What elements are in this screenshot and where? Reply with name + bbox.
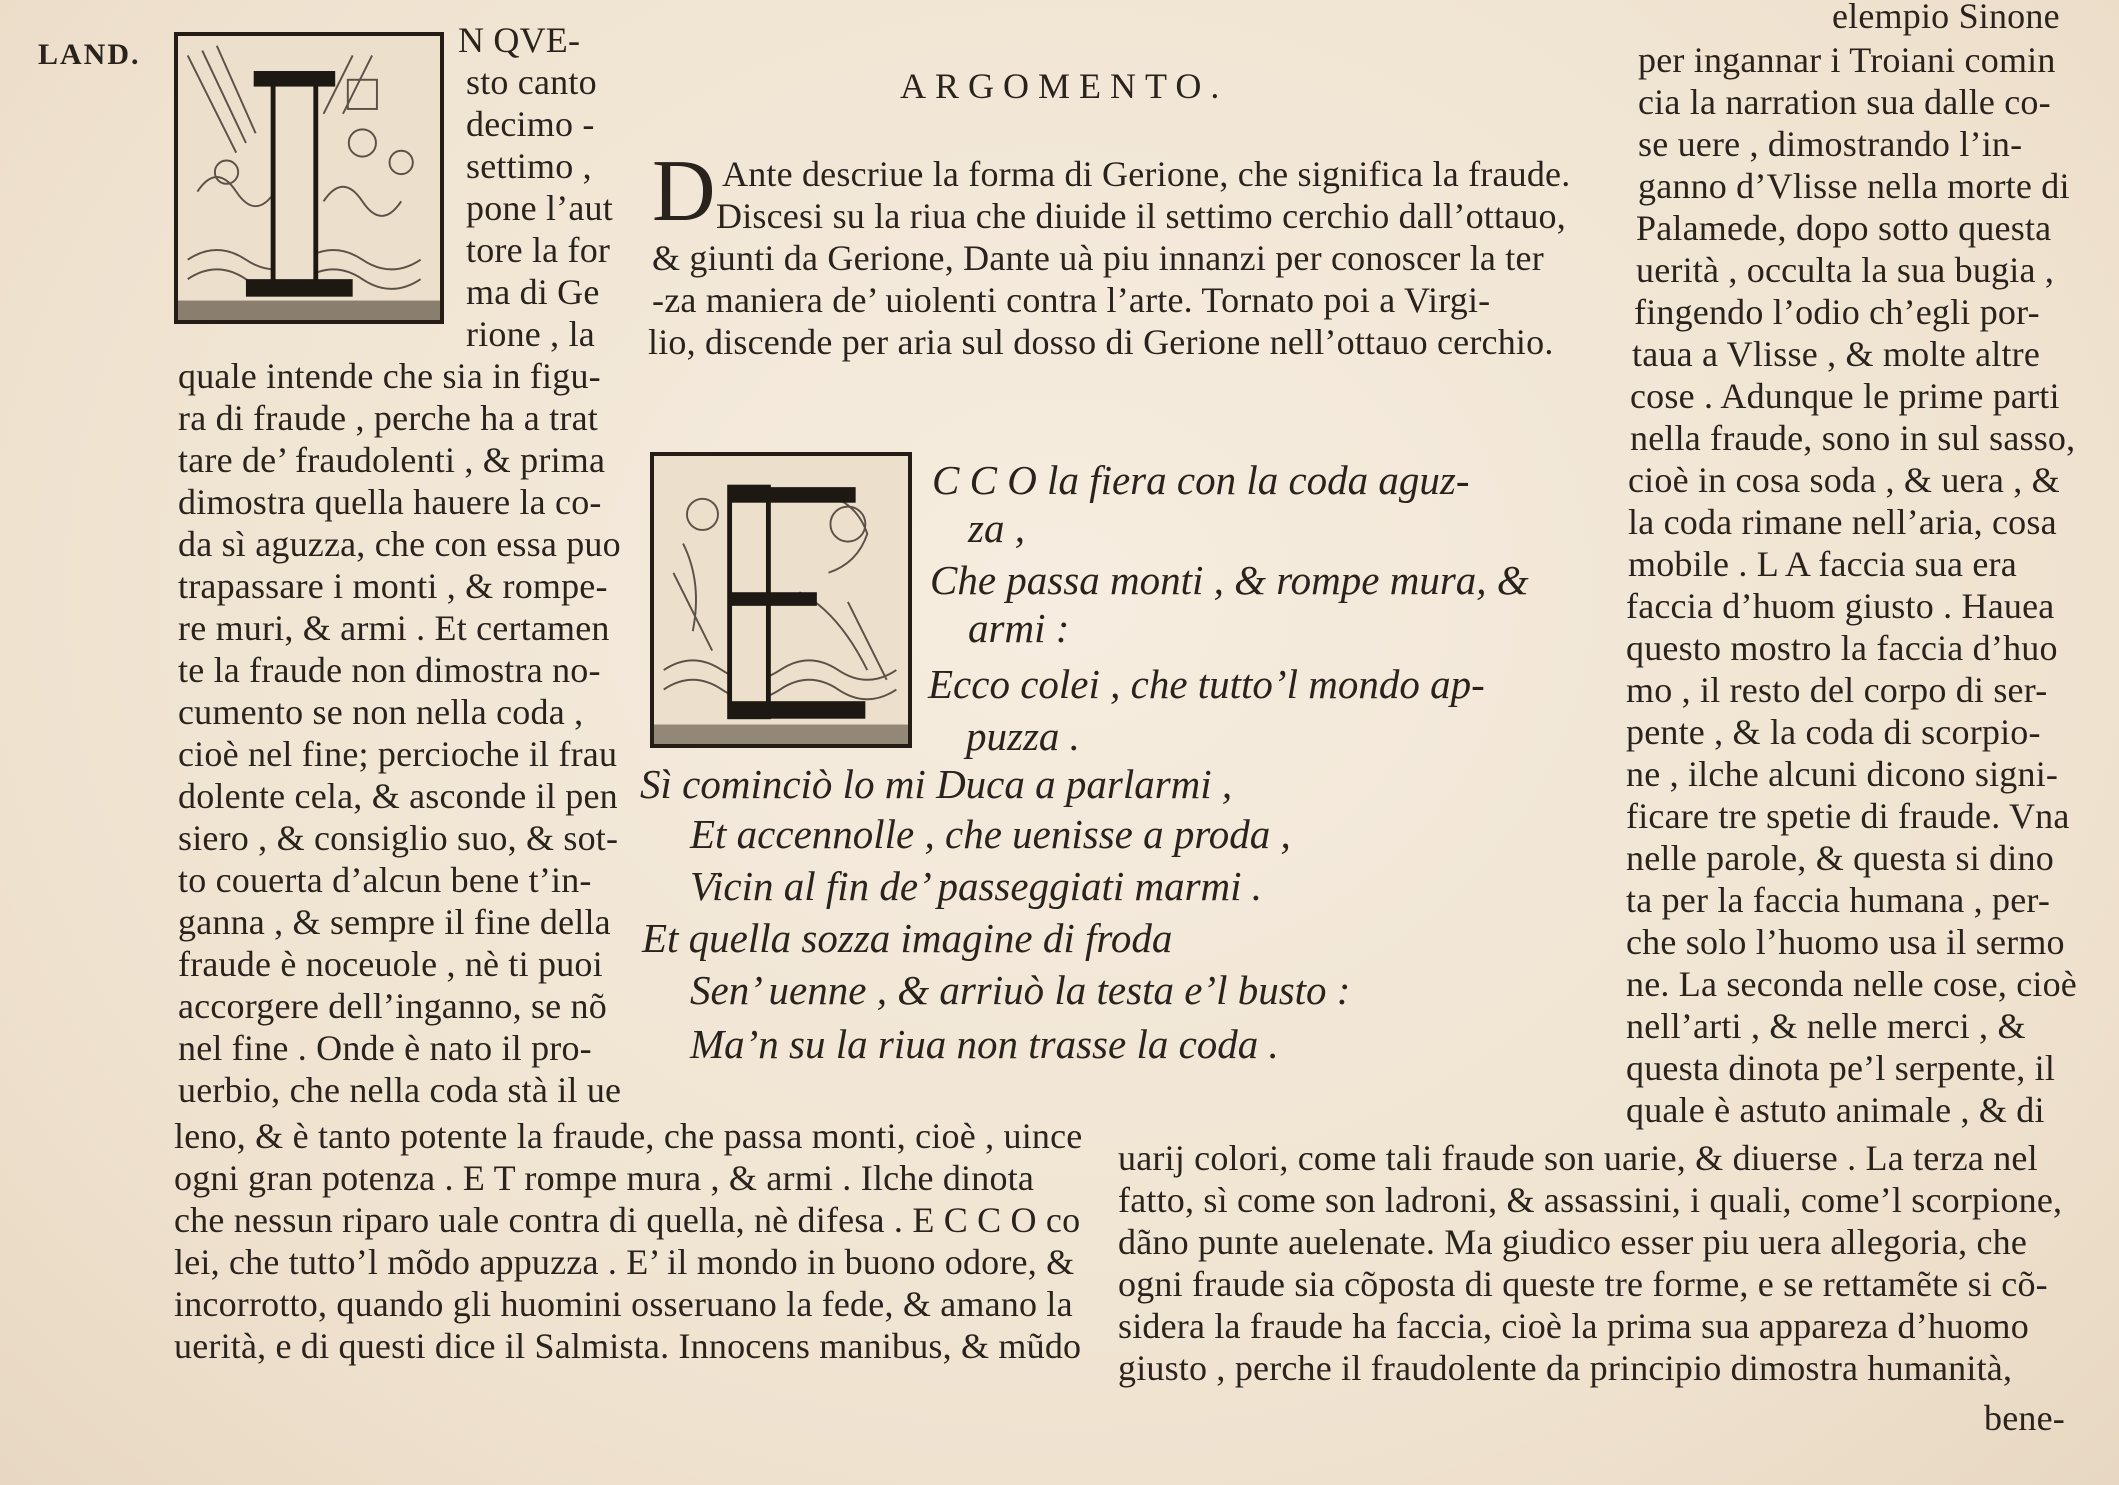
text-line: incorrotto, quando gli huomini osseruano la fede, & amano la [174, 1284, 1073, 1324]
verse-line: C C O la fiera con la coda aguz- [932, 457, 1470, 503]
text-line: rione , la [466, 314, 595, 354]
woodcut-initial-e-image [654, 456, 908, 744]
text-line: che solo l’huomo usa il sermo [1626, 922, 2065, 962]
text-line: ma di Ge [466, 272, 600, 312]
text-line: quale è astuto animale , & di [1626, 1090, 2045, 1130]
text-line: sto canto [466, 62, 597, 102]
text-line: N QVE- [458, 20, 581, 60]
verse-line: Et accennolle , che uenisse a proda , [690, 811, 1291, 857]
woodcut-initial-i-image [178, 36, 440, 320]
text-line: per ingannar i Troiani comin [1638, 40, 2056, 80]
text-line: lio, discende per aria sul dosso di Gerione nell’ottauo cerchio. [648, 322, 1554, 362]
text-line: ra di fraude , perche ha a trat [178, 398, 598, 438]
text-line: nella fraude, sono in sul sasso, [1630, 418, 2076, 458]
text-line: tare de’ fraudolenti , & prima [178, 440, 606, 480]
text-line: la coda rimane nell’aria, cosa [1628, 502, 2057, 542]
text-line: settimo , [466, 146, 592, 186]
verse-line: armi : [968, 605, 1070, 651]
text-line: leno, & è tanto potente la fraude, che passa monti, cioè , uince [174, 1116, 1083, 1156]
argomento-title: ARGOMENTO. [900, 66, 1229, 106]
text-line: trapassare i monti , & rompe- [178, 566, 608, 606]
text-line: da sì aguzza, che con essa puo [178, 524, 621, 564]
text-line: uerbio, che nella coda stà il ue [178, 1070, 622, 1110]
text-line: ne , ilche alcuni dicono signi- [1626, 754, 2059, 794]
verse-line: Ma’n su la riua non trasse la coda . [690, 1021, 1279, 1067]
verse-line: Sì cominciò lo mi Duca a parlarmi , [640, 761, 1233, 807]
text-line: mobile . L A faccia sua era [1628, 544, 2017, 584]
text-line: dimostra quella hauere la co- [178, 482, 602, 522]
text-line: Ante descriue la forma di Gerione, che significa la fraude. [722, 154, 1571, 194]
verse-line: Sen’ uenne , & arriuò la testa e’l busto : [690, 967, 1351, 1013]
text-line: mo , il resto del corpo di ser- [1626, 670, 2048, 710]
text-line: nell’arti , & nelle merci , & [1626, 1006, 2026, 1046]
text-line: Discesi su la riua che diuide il settimo cerchio dall’ottauo, [716, 196, 1566, 236]
text-line: pone l’aut [466, 188, 613, 228]
woodcut-initial-i [174, 32, 444, 324]
text-line: decimo - [466, 104, 595, 144]
text-line: siero , & consiglio suo, & sot- [178, 818, 619, 858]
verse-line: Che passa monti , & rompe mura, & [930, 557, 1529, 603]
text-line: ne. La seconda nelle cose, cioè [1626, 964, 2077, 1004]
text-line: che nessun riparo uale contra di quella, nè difesa . E C C O co [174, 1200, 1081, 1240]
text-line: to couerta d’alcun bene t’in- [178, 860, 592, 900]
text-line: accorgere dell’inganno, se nõ [178, 986, 607, 1026]
text-line: nel fine . Onde è nato il pro- [178, 1028, 592, 1068]
text-line: elempio Sinone [1832, 0, 2060, 36]
text-line: taua a Vlisse , & molte altre [1632, 334, 2041, 374]
verse-line: Ecco colei , che tutto’l mondo ap- [928, 661, 1485, 707]
text-line: ogni fraude sia cõposta di queste tre forme, e se rettamẽte si cõ- [1118, 1264, 2048, 1304]
woodcut-initial-e [650, 452, 912, 748]
text-line: giusto , perche il fraudolente da principio dimostra humanità, [1118, 1348, 2013, 1388]
text-line: ogni gran potenza . E T rompe mura , & armi . Ilche dinota [174, 1158, 1035, 1198]
text-line: cia la narration sua dalle co- [1638, 82, 2051, 122]
text-line: uerità, e di questi dice il Salmista. Innocens manibus, & mũdo [174, 1326, 1082, 1366]
verse-line: za , [968, 505, 1025, 551]
text-line: te la fraude non dimostra no- [178, 650, 601, 690]
margin-label: LAND. [38, 38, 141, 71]
text-line: ganno d’Vlisse nella morte di [1638, 166, 2070, 206]
verse-line: puzza . [966, 713, 1080, 759]
text-line: dãno punte auelenate. Ma giudico esser piu uera allegoria, che [1118, 1222, 2028, 1262]
verse-line: Vicin al fin de’ passeggiati marmi . [690, 863, 1263, 909]
text-line: uerità , occulta la sua bugia , [1636, 250, 2055, 290]
text-line: uarij colori, come tali fraude son uarie, & diuerse . La terza nel [1118, 1138, 2038, 1178]
text-line: tore la for [466, 230, 611, 270]
text-line: bene- [1984, 1398, 2065, 1438]
text-line: cose . Adunque le prime parti [1630, 376, 2060, 416]
text-line: cioè in cosa soda , & uera , & [1628, 460, 2060, 500]
text-line: fatto, sì come son ladroni, & assassini, i quali, come’l scorpione, [1118, 1180, 2063, 1220]
text-line: pente , & la coda di scorpio- [1626, 712, 2041, 752]
text-line: ficare tre spetie di fraude. Vna [1626, 796, 2070, 836]
text-line: se uere , dimostrando l’in- [1638, 124, 2023, 164]
text-line: -za maniera de’ uiolenti contra l’arte. Tornato poi a Virgi- [652, 280, 1491, 320]
text-line: fingendo l’odio ch’egli por- [1634, 292, 2040, 332]
verse-line: Et quella sozza imagine di froda [642, 915, 1173, 961]
text-line: & giunti da Gerione, Dante uà piu innanzi per conoscer la ter [652, 238, 1544, 278]
text-line: Palamede, dopo sotto questa [1636, 208, 2052, 248]
text-line: sidera la fraude ha faccia, cioè la prima sua appareza d’huomo [1118, 1306, 2029, 1346]
text-line: questa dinota pe’l serpente, il [1626, 1048, 2056, 1088]
text-line: re muri, & armi . Et certamen [178, 608, 610, 648]
text-line: cumento se non nella coda , [178, 692, 584, 732]
text-line: dolente cela, & asconde il pen [178, 776, 618, 816]
text-line: ganna , & sempre il fine della [178, 902, 611, 942]
text-line: nelle parole, & questa si dino [1626, 838, 2054, 878]
text-line: questo mostro la faccia d’huo [1626, 628, 2058, 668]
argomento-dropcap: D [652, 143, 716, 240]
text-line: cioè nel fine; percioche il frau [178, 734, 618, 774]
text-line: quale intende che sia in figu- [178, 356, 601, 396]
text-line: lei, che tutto’l mõdo appuzza . E’ il mondo in buono odore, & [174, 1242, 1075, 1282]
text-line: fraude è noceuole , nè ti puoi [178, 944, 603, 984]
text-line: ta per la faccia humana , per- [1626, 880, 2051, 920]
text-line: faccia d’huom giusto . Hauea [1626, 586, 2055, 626]
